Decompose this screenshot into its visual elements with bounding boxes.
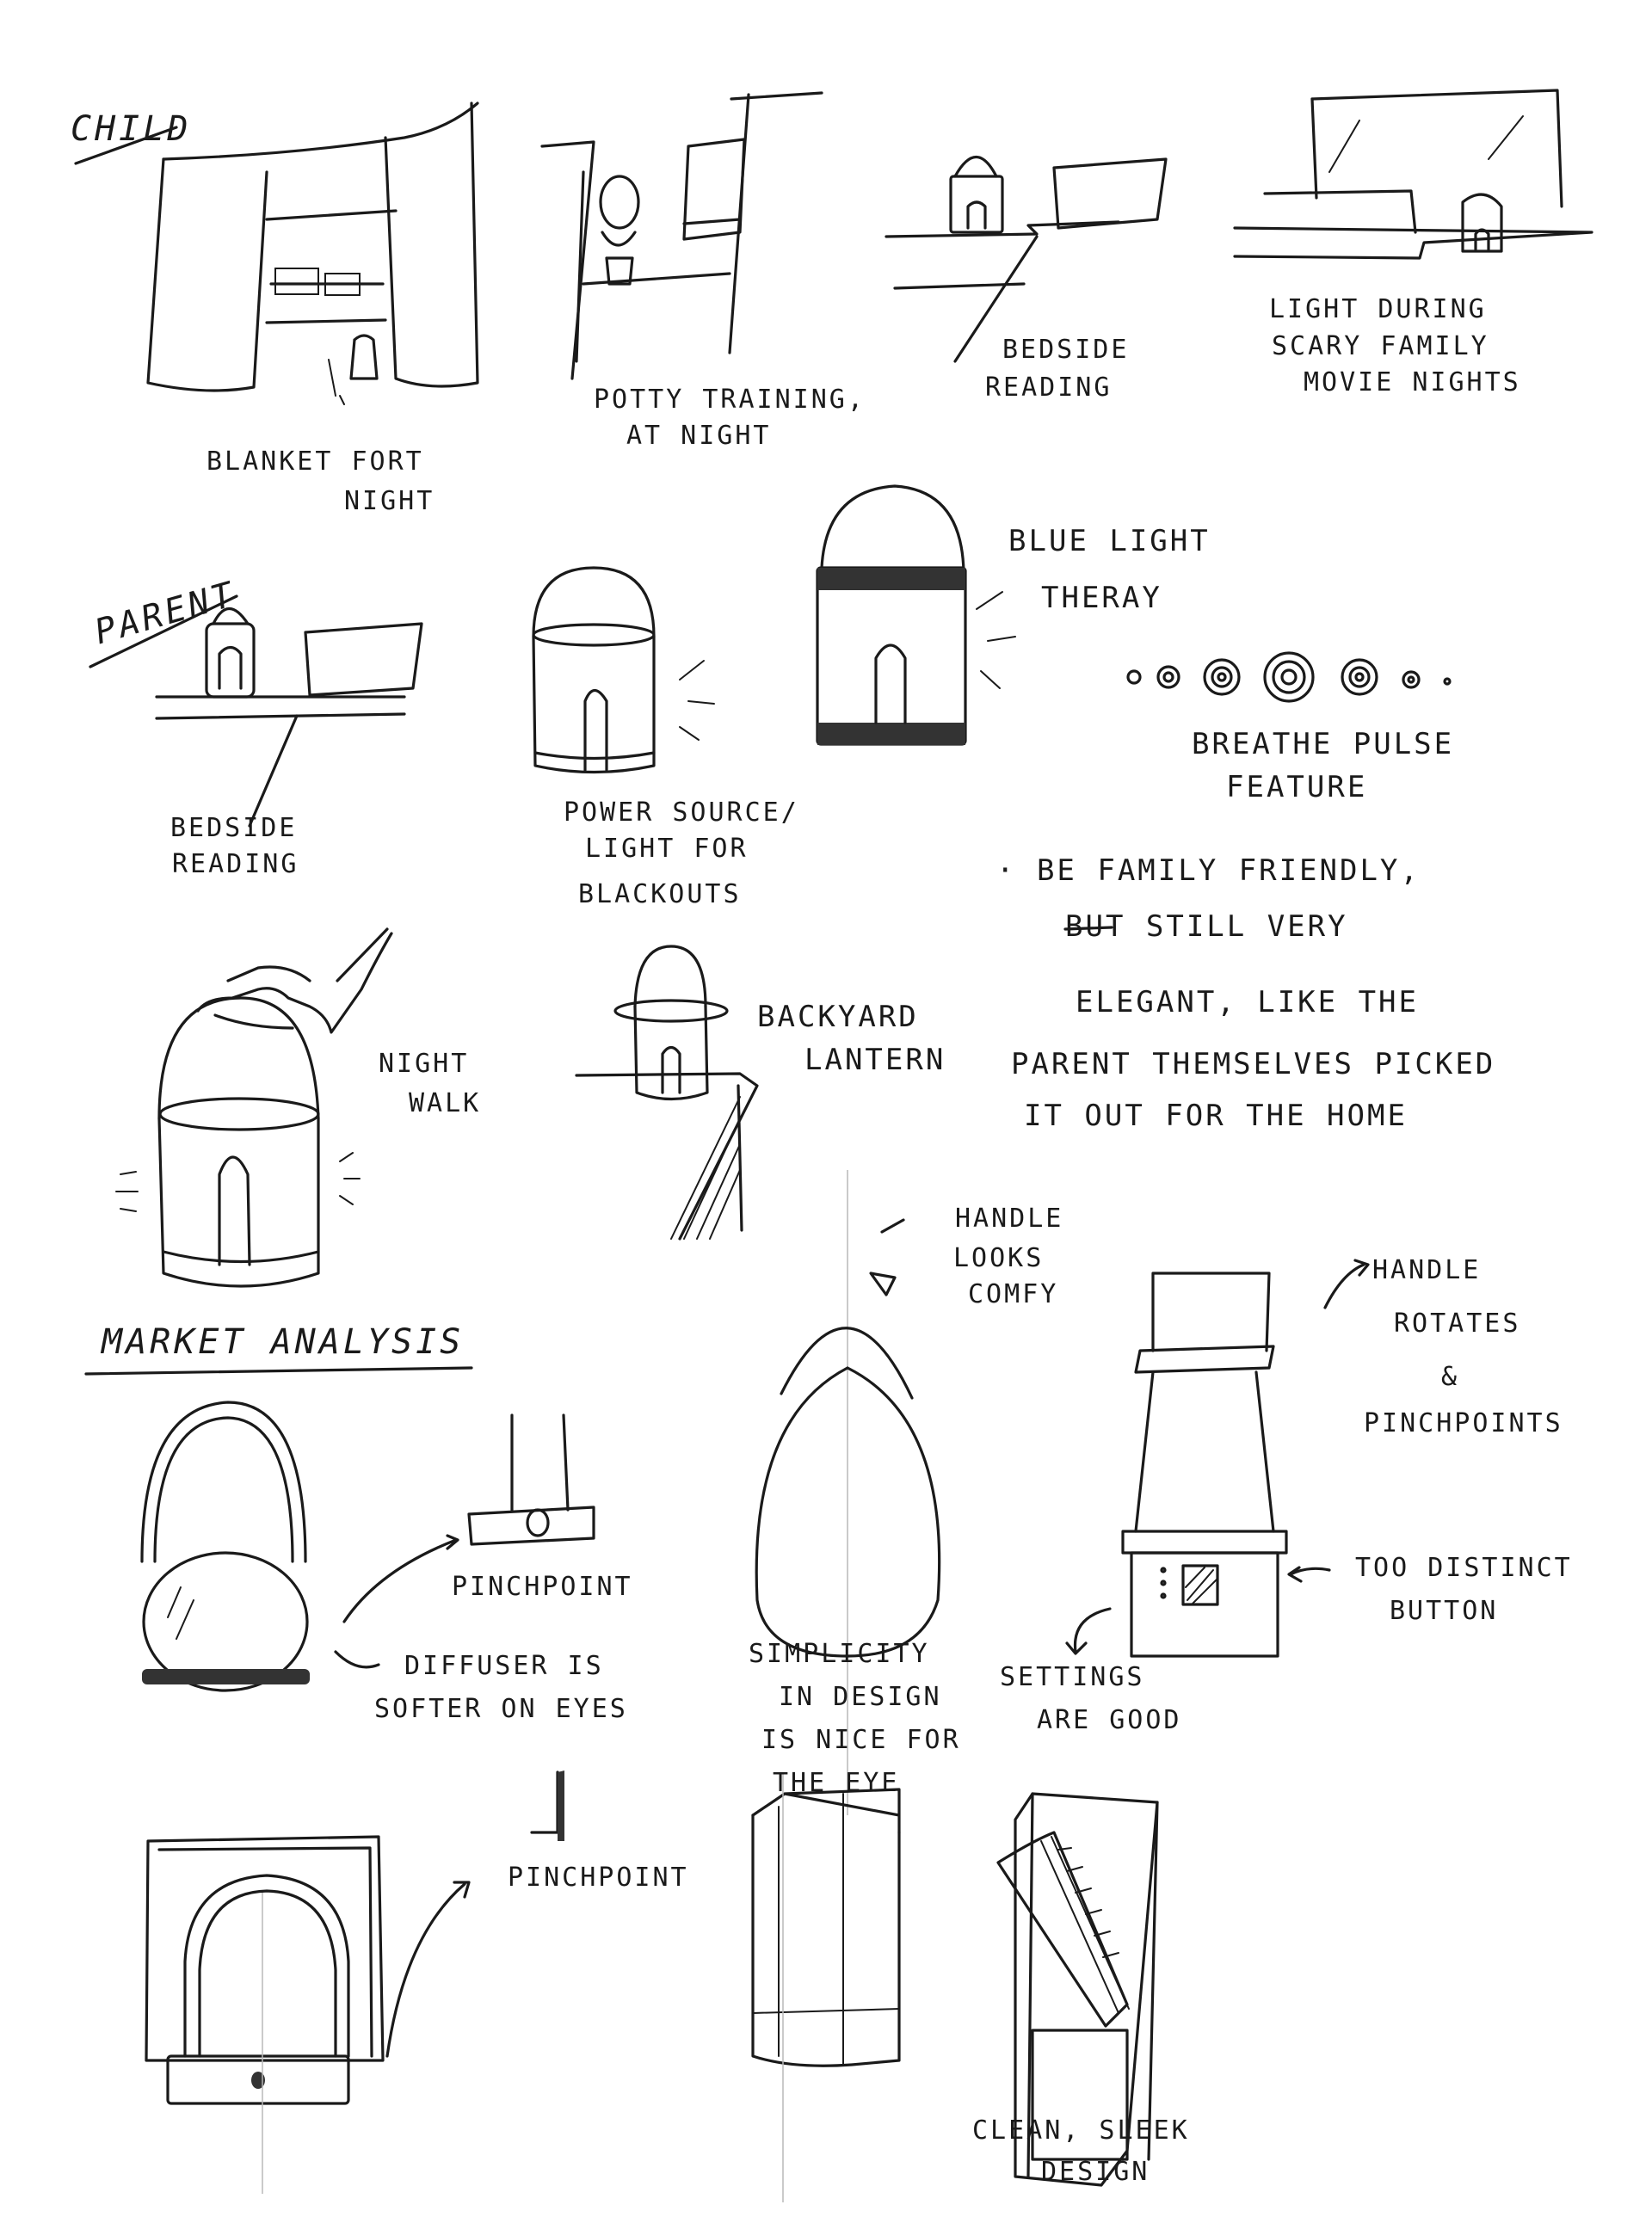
box-lantern-sketch [146,1837,383,2194]
sketch-sheet: CHILD PARENT MARKET ANALYSIS BLANKET FORT NIGHT POTTY TRAINING, AT NIGHT BEDSIDE READING LIGHT DURING SCARY FAMILY MOVIE NIGHTS BEDSIDE READING POWER SOURCE/ LIGHT FOR BLACKOUTS BLUE LIGHT THERAY BREATHE PULSE FEATURE · BE FAMILY FRIENDLY, BUT STILL VERY ELEGANT, LIKE THE PARENT THEMSELVES PICKED IT OUT FOR THE HOME NIGHT WALK BACKYARD LANTERN HANDLE LOOKS COMFY HANDLE ROTATES & PINCHPOINTS PINCHPOINT DIFFUSER IS SOFTER ON EYES SIMPLICITY IN DESIGN IS NICE FOR THE EYE SETTINGS ARE GOOD TOO DISTINCT BUTTON PINCHPOINT CLEAN, SLEEK DESIGN [0,0,1652,2217]
lantern-diffuser-sketch [142,1402,310,1690]
breathe-pulse-circles [1128,653,1450,701]
potty-training-sketch [542,93,822,379]
section-child: CHILD [71,109,192,149]
diffuser-arrow [336,1652,379,1667]
section-parent: PARENT [89,574,241,653]
night-walk-sketch [116,929,391,1286]
pinchpoint-detail-2 [387,1771,564,2056]
bedside-parent-sketch [157,609,422,827]
blue-light-therapy-sketch [817,486,1015,745]
power-source-lantern-sketch [533,568,714,773]
backyard-lantern-sketch [576,946,757,1239]
rect-lantern-sketch [753,1772,899,2202]
rotating-handle-lantern-sketch [1067,1260,1368,1656]
section-market-analysis: MARKET ANALYSIS [102,1322,465,1362]
movie-night-sketch [1235,90,1592,258]
label-pinchpoint-1: PINCHPOINT [452,1572,633,1602]
egg-lantern-sketch [756,1170,939,1815]
bedside-child-sketch [886,157,1166,362]
label-pinchpoint-2: PINCHPOINT [508,1863,689,1893]
blanket-fort-sketch [148,103,478,404]
